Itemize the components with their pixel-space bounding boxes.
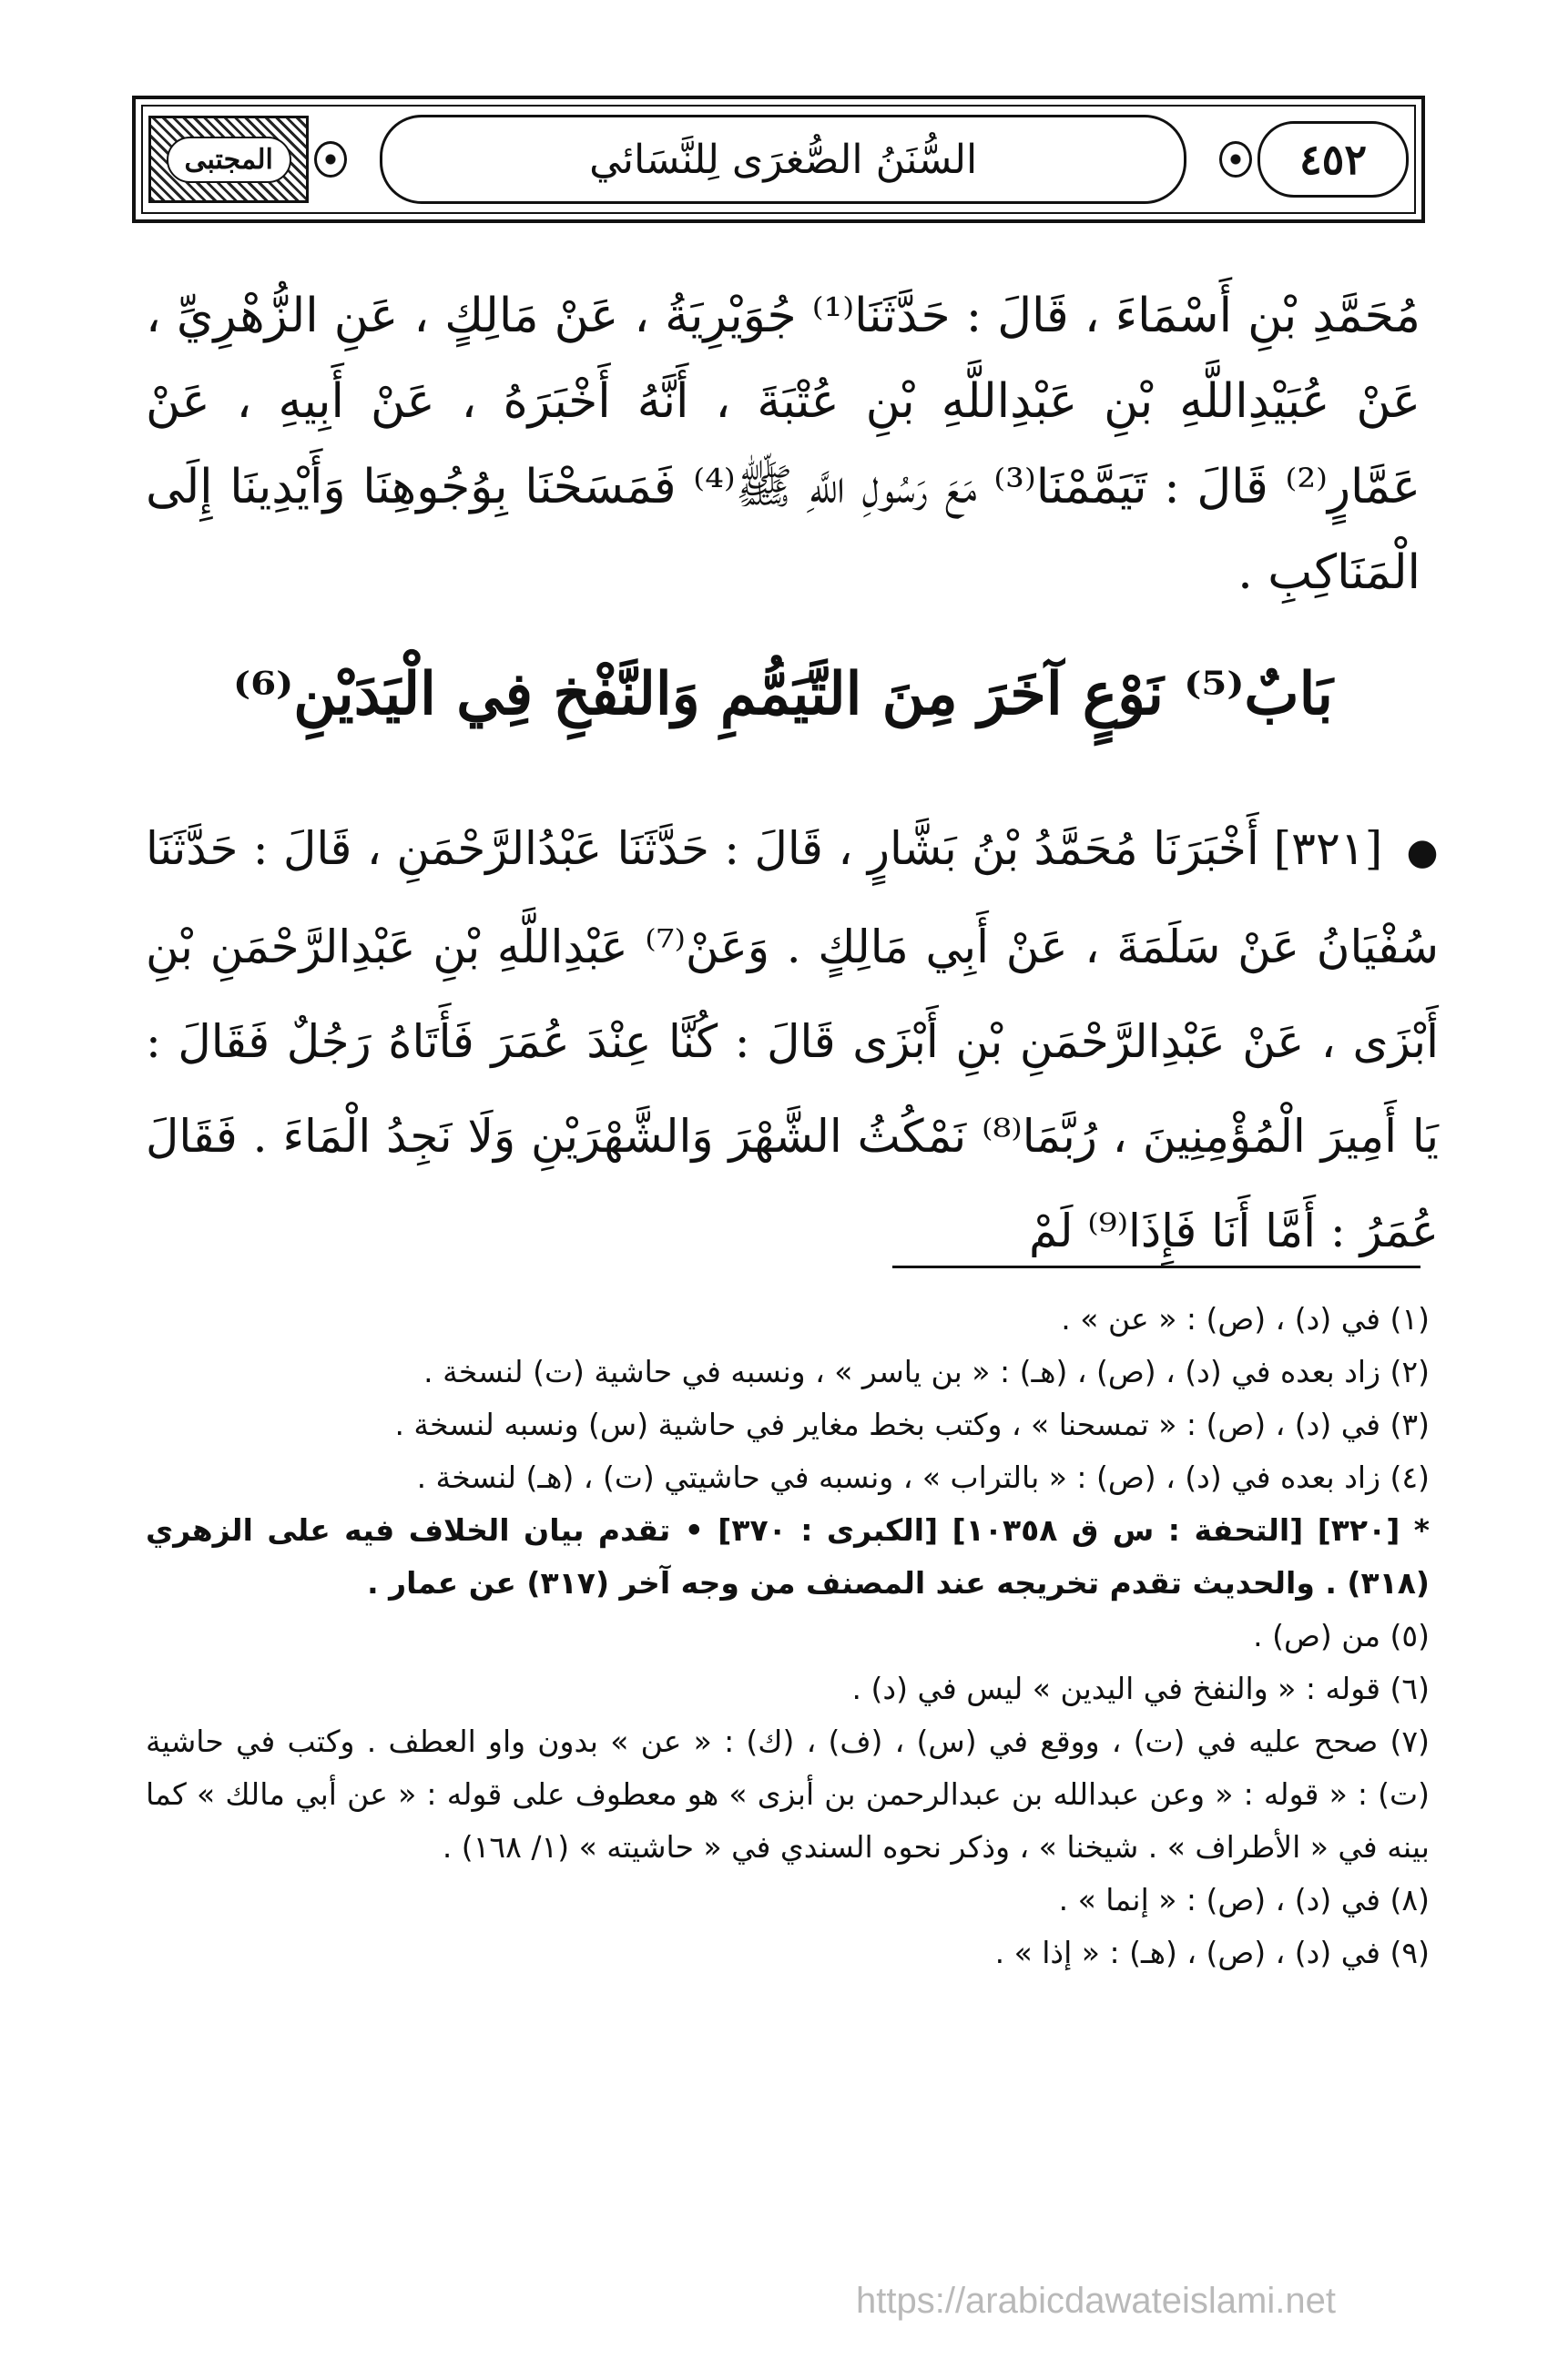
footnote: (٤) زاد بعده في (د) ، (ص) : « بالتراب » ، ونسبه في حاشيتي (ت) ، (هـ) لنسخة .	[416, 1460, 1430, 1495]
page-number: ٤٥٢	[1257, 121, 1409, 198]
footnote: (٢) زاد بعده في (د) ، (ص) ، (هـ) : « بن ياسر » ، ونسبه في حاشية (ت) لنسخة .	[423, 1354, 1430, 1389]
footnote-divider	[892, 1266, 1420, 1268]
bullet-icon: ●	[1406, 831, 1439, 873]
watermark-url: https://arabicdawateislami.net	[856, 2281, 1336, 2321]
footnote: (٥) من (ص) .	[1253, 1618, 1430, 1653]
main-text: مُحَمَّدِ بْنِ أَسْمَاءَ ، قَالَ : حَدَّثَنَا⁽¹⁾ جُوَيْرِيَةُ ، عَنْ مَالِكٍ ، عَنِ الزُّهْرِيِّ ، عَنْ عُبَيْدِاللَّهِ بْنِ عَبْدِاللَّهِ بْنِ عُتْبَةَ ، أَنَّهُ أَخْبَرَهُ ، عَنْ أَبِيهِ ، عَنْ عَمَّارٍ⁽²⁾ قَالَ : تَيَمَّمْنَا⁽³⁾ مَعَ رَسُولِ اللَّهِ ﷺ⁽⁴⁾ فَمَسَحْنَا بِوُجُوهِنَا وَأَيْدِينَا إِلَى الْمَنَاكِبِ .	[146, 289, 1421, 600]
rosette-ornament-icon	[314, 141, 347, 178]
footnote: (٩) في (د) ، (ص) ، (هـ) : « إذا » .	[994, 1935, 1430, 1970]
footnote: (٣) في (د) ، (ص) : « تمسحنا » ، وكتب بخط مغاير في حاشية (س) ونسبه لنسخة .	[394, 1407, 1430, 1442]
ornamental-header	[132, 96, 1425, 223]
chapter-heading: بَابٌ⁽⁵⁾ نَوْعٍ آخَرَ مِنَ التَّيَمُّمِ وَالنَّفْخِ فِي الْيَدَيْنِ⁽⁶⁾	[233, 660, 1333, 728]
footnote: (٧) صحح عليه في (ت) ، ووقع في (س) ، (ف) ، (ك) : « عن » بدون واو العطف . وكتب في حاشية (ت) : « قوله : « وعن عبدالله بن عبدالرحمن بن أبزى » هو معطوف على قوله : « عن أبي مالك » كما بينه في « الأطراف » . شيخنا » ، وذكر نحوه السندي في « حاشيته » (١/ ١٦٨) .	[146, 1724, 1430, 1865]
book-series-plaque	[148, 116, 309, 203]
book-title: السُّنَنُ الصُّغرَى لِلنَّسَائي	[589, 136, 978, 183]
hadith-block	[146, 801, 1439, 1278]
main-text-block	[146, 273, 1420, 615]
footnote: (٦) قوله : « والنفخ في اليدين » ليس في (د) .	[851, 1671, 1430, 1706]
rosette-ornament-icon	[1219, 141, 1252, 178]
takhrij-note: * [٣٢٠] [التحفة : س ق ١٠٣٥٨] [الكبرى : ٣٧٠] • تقدم بيان الخلاف فيه على الزهري (٣١٨) . والحديث تقدم تخريجه عند المصنف من وجه آخر (٣١٧) عن عمار .	[146, 1512, 1431, 1601]
footnotes	[146, 1293, 1430, 1979]
title-cartouche	[380, 116, 1186, 203]
footnote: (٨) في (د) ، (ص) : « إنما » .	[1058, 1882, 1430, 1917]
hadith-text: [٣٢١] أَخْبَرَنَا مُحَمَّدُ بْنُ بَشَّارٍ ، قَالَ : حَدَّثَنَا عَبْدُالرَّحْمَنِ ، قَالَ : حَدَّثَنَا سُفْيَانُ عَنْ سَلَمَةَ ، عَنْ أَبِي مَالِكٍ . وَعَنْ⁽⁷⁾ عَبْدِاللَّهِ بْنِ عَبْدِالرَّحْمَنِ بْنِ أَبْزَى ، عَنْ عَبْدِالرَّحْمَنِ بْنِ أَبْزَى قَالَ : كُنَّا عِنْدَ عُمَرَ فَأَتَاهُ رَجُلٌ فَقَالَ : يَا أَمِيرَ الْمُؤْمِنِينَ ، رُبَّمَا⁽⁸⁾ نَمْكُثُ الشَّهْرَ وَالشَّهْرَيْنِ وَلَا نَجِدُ الْمَاءَ . فَقَالَ عُمَرُ : أَمَّا أَنَا فَإِذَا⁽⁹⁾ لَمْ	[146, 822, 1440, 1257]
series-name: المجتبى	[167, 137, 291, 183]
page-number-box	[1257, 116, 1409, 203]
footnote: (١) في (د) ، (ص) : « عن » .	[1061, 1301, 1430, 1337]
